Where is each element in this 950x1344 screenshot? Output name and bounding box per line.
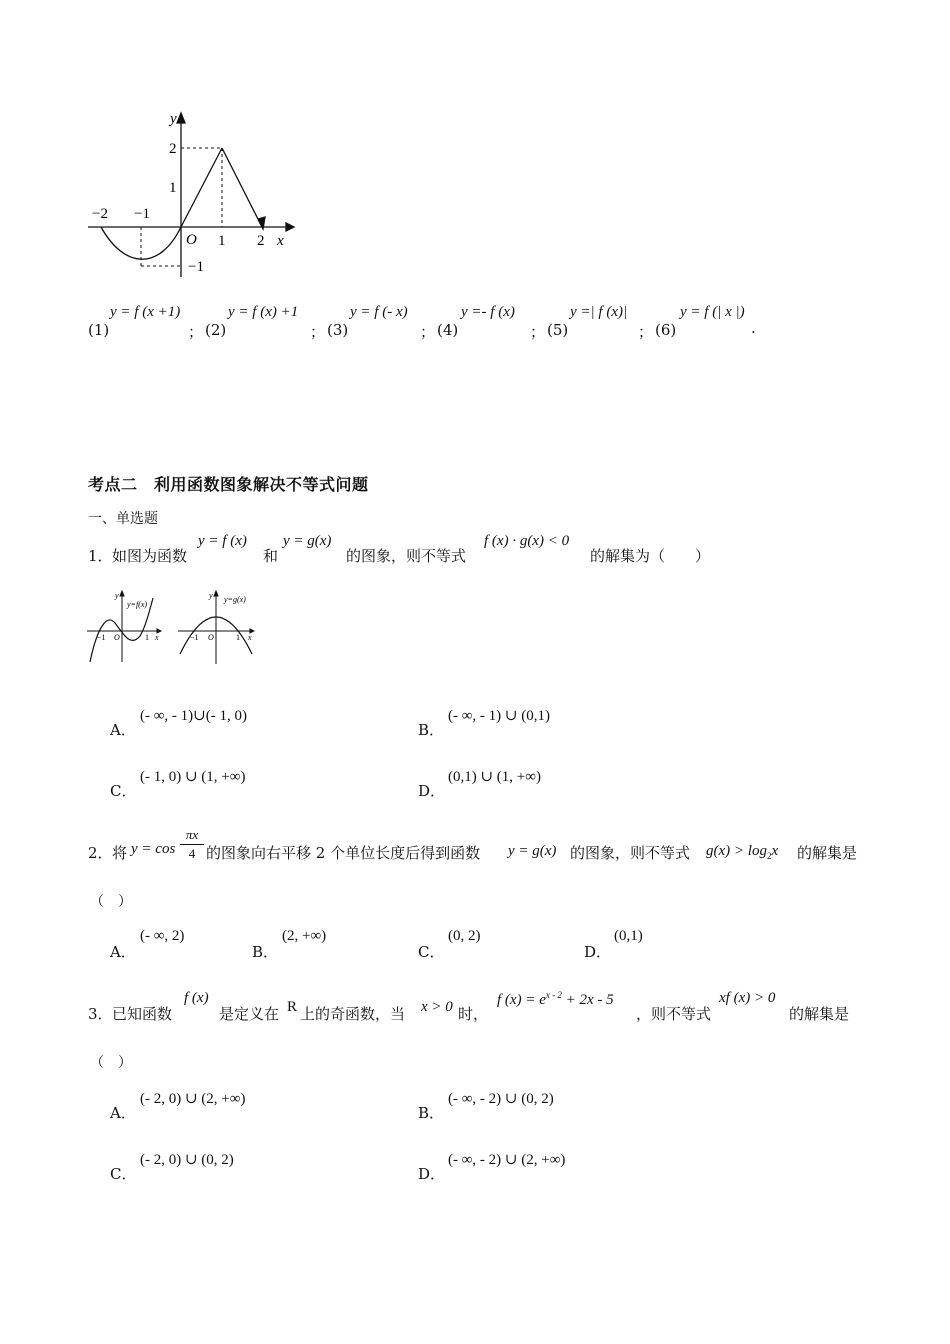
graph-g [176,588,258,664]
q2-math-g: y = g(x) [508,843,557,859]
sep-5: ； [638,323,654,341]
transform-3-expr: y = f (- x) [350,304,408,320]
q1-text-1: 如图为函数 [112,547,188,565]
q1-option-a-value: (- ∞, - 1)∪(- 1, 0) [140,708,247,724]
transform-1: (1) [88,321,110,339]
q3-paren: （ ） [90,1055,132,1071]
x-axis-label: x [277,233,284,249]
q2-frac-num: πx [185,827,199,842]
q2-text-1: 将 [112,844,128,862]
q3-text-5: ，则不等式 [636,1005,712,1023]
gg-1: 1 [236,633,240,642]
q1-text-4: 的解集为（ ） [590,547,711,565]
q3-num: 3． [88,1005,113,1023]
graph-f [85,588,165,664]
q1-num: 1． [88,547,113,565]
gf-x: x [155,633,159,642]
section-subtitle: 一、单选题 [88,511,158,527]
q3-math-ineq: xf (x) > 0 [719,990,776,1006]
tick-neg2: −2 [92,206,108,222]
q2-option-b-letter[interactable]: B． [252,943,279,961]
gf-neg1: −1 [97,633,106,642]
q2-text-4: 的解集是 [797,844,858,862]
transform-3: (3) [327,321,349,339]
y-axis-label: y [170,111,177,127]
q3-text-6: 的解集是 [789,1005,850,1023]
q2-frac-den: 4 [188,846,196,861]
q1-text-3: 的图象，则不等式 [346,547,467,565]
tick-2: 2 [257,233,265,249]
q3-option-d-value: (- ∞, - 2) ∪ (2, +∞) [448,1152,566,1168]
q3-math-def: f $(x) = e^{x - 2} + 2x - 5$ [497,990,614,1008]
q1-math-f: y = f (x) [198,533,247,549]
q2-text-3: 的图象，则不等式 [570,844,691,862]
gf-o: O [114,633,120,642]
q1-text-2: 和 [263,547,279,565]
q2-option-c-value: (0, 2) [448,928,481,944]
q2-math-ineq: $g(x) > \log_2x$ [706,843,779,861]
gg-label: y=g(x) [224,595,246,604]
q3-math-f: f (x) [184,990,209,1006]
q3-text-1: 已知函数 [112,1005,173,1023]
sep-4: ； [530,323,546,341]
ytick-2: 2 [169,141,177,157]
q3-text-4: 时， [458,1005,489,1023]
q1-option-c-value: (- 1, 0) ∪ (1, +∞) [140,769,246,785]
function-graph [80,105,310,285]
sep-6: . [751,319,756,337]
q2-fraction [180,827,204,862]
tick-1: 1 [218,233,226,249]
q3-option-c-value: (- 2, 0) ∪ (0, 2) [140,1152,234,1168]
sep-1: ； [188,323,204,341]
gf-y: y [115,591,119,600]
q2-paren: （ ） [90,894,132,910]
tick-neg1: −1 [134,206,150,222]
q2-option-d-letter[interactable]: D． [584,943,612,961]
gg-neg1: −1 [190,633,199,642]
sep-2: ； [310,323,326,341]
q2-option-b-value: (2, +∞) [282,928,327,944]
transform-5: (5) [547,321,569,339]
transform-1-expr: y = f (x +1) [110,304,181,320]
q1-math-ineq: f (x) · g(x) < 0 [484,533,570,549]
q1-math-g: y = g(x) [283,533,332,549]
origin-label: O [186,232,197,248]
q1-option-d-value: (0,1) ∪ (1, +∞) [448,769,541,785]
q1-option-a-letter[interactable]: A． [110,721,136,739]
gf-label: y=f(x) [127,600,148,609]
gg-y: y [209,591,213,600]
transform-6: (6) [655,321,677,339]
q3-option-b-value: (- ∞, - 2) ∪ (0, 2) [448,1091,554,1107]
gf-1: 1 [145,633,149,642]
frac-bar [180,844,204,845]
q3-text-2: 是定义在 [219,1005,280,1023]
q2-option-c-letter[interactable]: C． [418,943,445,961]
gg-o: O [208,633,214,642]
ytick-neg1: −1 [188,259,204,275]
q3-math-r: R [287,999,298,1015]
q3-math-x: x > 0 [421,999,453,1015]
q1-option-b-letter[interactable]: B． [418,721,445,739]
q3-option-c-letter[interactable]: C． [110,1165,137,1183]
q1-option-d-letter[interactable]: D． [418,782,446,800]
q3-option-d-letter[interactable]: D． [418,1165,446,1183]
q1-option-c-letter[interactable]: C． [110,782,137,800]
section-title: 考点二 利用函数图象解决不等式问题 [88,475,369,494]
q2-option-d-value: (0,1) [614,928,643,944]
q3-text-3: 上的奇函数，当 [300,1005,406,1023]
q2-text-2: 的图象向右平移 2 个单位长度后得到函数 [206,844,481,862]
transform-2-expr: y = f (x) +1 [228,304,299,320]
q1-option-b-value: (- ∞, - 1) ∪ (0,1) [448,708,550,724]
transform-4-expr: y =- f (x) [461,304,515,320]
gg-x: x [248,633,252,642]
transform-6-expr: y = f (| x |) [680,304,745,320]
q2-num: 2． [88,844,113,862]
q2-option-a-letter[interactable]: A． [110,943,136,961]
transform-4: (4) [437,321,459,339]
sep-3: ； [420,323,436,341]
q2-math-cos: y = cos [131,841,176,857]
transform-2: (2) [205,321,227,339]
transform-5-expr: y =| f (x)| [570,304,628,320]
q3-option-b-letter[interactable]: B． [418,1104,445,1122]
ytick-1: 1 [169,180,177,196]
q2-option-a-value: (- ∞, 2) [140,928,185,944]
q3-option-a-letter[interactable]: A． [110,1104,136,1122]
q3-option-a-value: (- 2, 0) ∪ (2, +∞) [140,1091,246,1107]
